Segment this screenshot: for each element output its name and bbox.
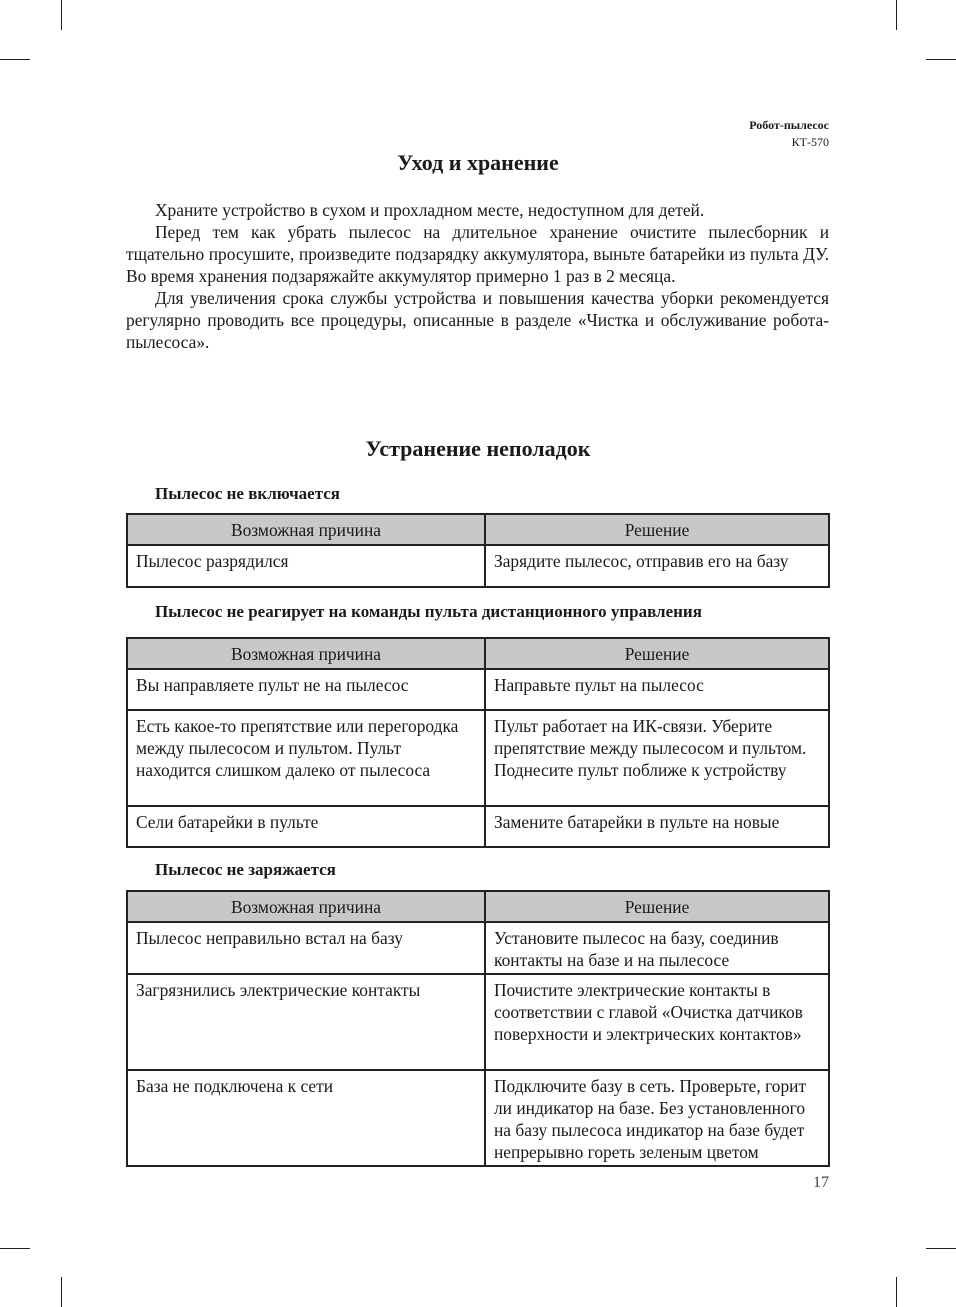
table-row bbox=[127, 974, 829, 1070]
column-header-cause: Возможная причина bbox=[127, 638, 485, 669]
table-row bbox=[127, 545, 829, 587]
solution-cell: Установите пылесос на базу, соединив контакты на базе и на пылесосе bbox=[485, 922, 829, 974]
crop-mark bbox=[896, 0, 897, 30]
table-row bbox=[127, 806, 829, 847]
crop-mark bbox=[61, 1277, 62, 1307]
cause-cell: База не подключена к сети bbox=[127, 1070, 485, 1166]
crop-mark bbox=[896, 1277, 897, 1307]
solution-cell: Замените батарейки в пульте на новые bbox=[485, 806, 829, 847]
column-header-cause: Возможная причина bbox=[127, 891, 485, 922]
crop-mark bbox=[926, 1248, 956, 1249]
column-header-solution: Решение bbox=[485, 891, 829, 922]
solution-cell: Подключите базу в сеть. Проверьте, горит ли индикатор на базе. Без установленного на базу пылесоса индикатор на базе будет непрерывно гореть зеленым цветом bbox=[485, 1070, 829, 1166]
cause-cell: Загрязнились электрические контакты bbox=[127, 974, 485, 1070]
cause-cell: Сели батарейки в пульте bbox=[127, 806, 485, 847]
header-model: КТ-570 bbox=[791, 135, 829, 149]
solution-cell: Зарядите пылесос, отправив его на базу bbox=[485, 545, 829, 587]
page-number: 17 bbox=[813, 1174, 829, 1191]
running-header bbox=[749, 117, 829, 151]
care-text bbox=[126, 199, 829, 353]
crop-mark bbox=[61, 0, 62, 30]
cause-cell: Есть какое-то препятствие или перегородка между пылесосом и пультом. Пульт находится слишком далеко от пылесоса bbox=[127, 710, 485, 806]
cause-cell: Пылесос неправильно встал на базу bbox=[127, 922, 485, 974]
solution-cell: Пульт работает на ИК-связи. Уберите препятствие между пылесосом и пультом. Поднесите пульт поближе к устройству bbox=[485, 710, 829, 806]
section-heading: Пылесос не включается bbox=[155, 484, 341, 503]
care-paragraph: Для увеличения срока службы устройства и повышения качества уборки рекомендуется регулярно проводить все процедуры, описанные в разделе «Чистка и обслуживание робота-пылесоса». bbox=[126, 288, 829, 352]
crop-mark bbox=[0, 59, 30, 60]
column-header-solution: Решение bbox=[485, 638, 829, 669]
table-row bbox=[127, 710, 829, 806]
table-row bbox=[127, 922, 829, 974]
care-paragraph: Храните устройство в сухом и прохладном месте, недоступном для детей. bbox=[155, 200, 705, 220]
care-title: Уход и хранение bbox=[397, 150, 559, 175]
cause-cell: Вы направляете пульт не на пылесос bbox=[127, 669, 485, 710]
column-header-solution: Решение bbox=[485, 514, 829, 545]
section-heading: Пылесос не заряжается bbox=[155, 860, 336, 879]
table-row bbox=[127, 669, 829, 710]
section-heading: Пылесос не реагирует на команды пульта дистанционного управления bbox=[155, 602, 702, 621]
cause-cell: Пылесос разрядился bbox=[127, 545, 485, 587]
care-paragraph: Перед тем как убрать пылесос на длительное хранение очистите пылесборник и тщательно просушите, произведите подзарядку аккумулятора, выньте батарейки из пульта ДУ. Во время хранения подзаряжайте аккумулятор примерно 1 раз в 2 месяца. bbox=[126, 222, 829, 286]
crop-mark bbox=[926, 59, 956, 60]
troubleshooting-title: Устранение неполадок bbox=[365, 436, 591, 461]
header-brand: Робот-пылесос bbox=[749, 118, 829, 132]
solution-cell: Направьте пульт на пылесос bbox=[485, 669, 829, 710]
column-header-cause: Возможная причина bbox=[127, 514, 485, 545]
crop-mark bbox=[0, 1248, 30, 1249]
trouble-table bbox=[126, 637, 830, 848]
trouble-table bbox=[126, 890, 830, 1167]
trouble-table bbox=[126, 513, 830, 588]
solution-cell: Почистите электрические контакты в соответствии с главой «Очистка датчиков поверхности и электрических контактов» bbox=[485, 974, 829, 1070]
table-row bbox=[127, 1070, 829, 1166]
